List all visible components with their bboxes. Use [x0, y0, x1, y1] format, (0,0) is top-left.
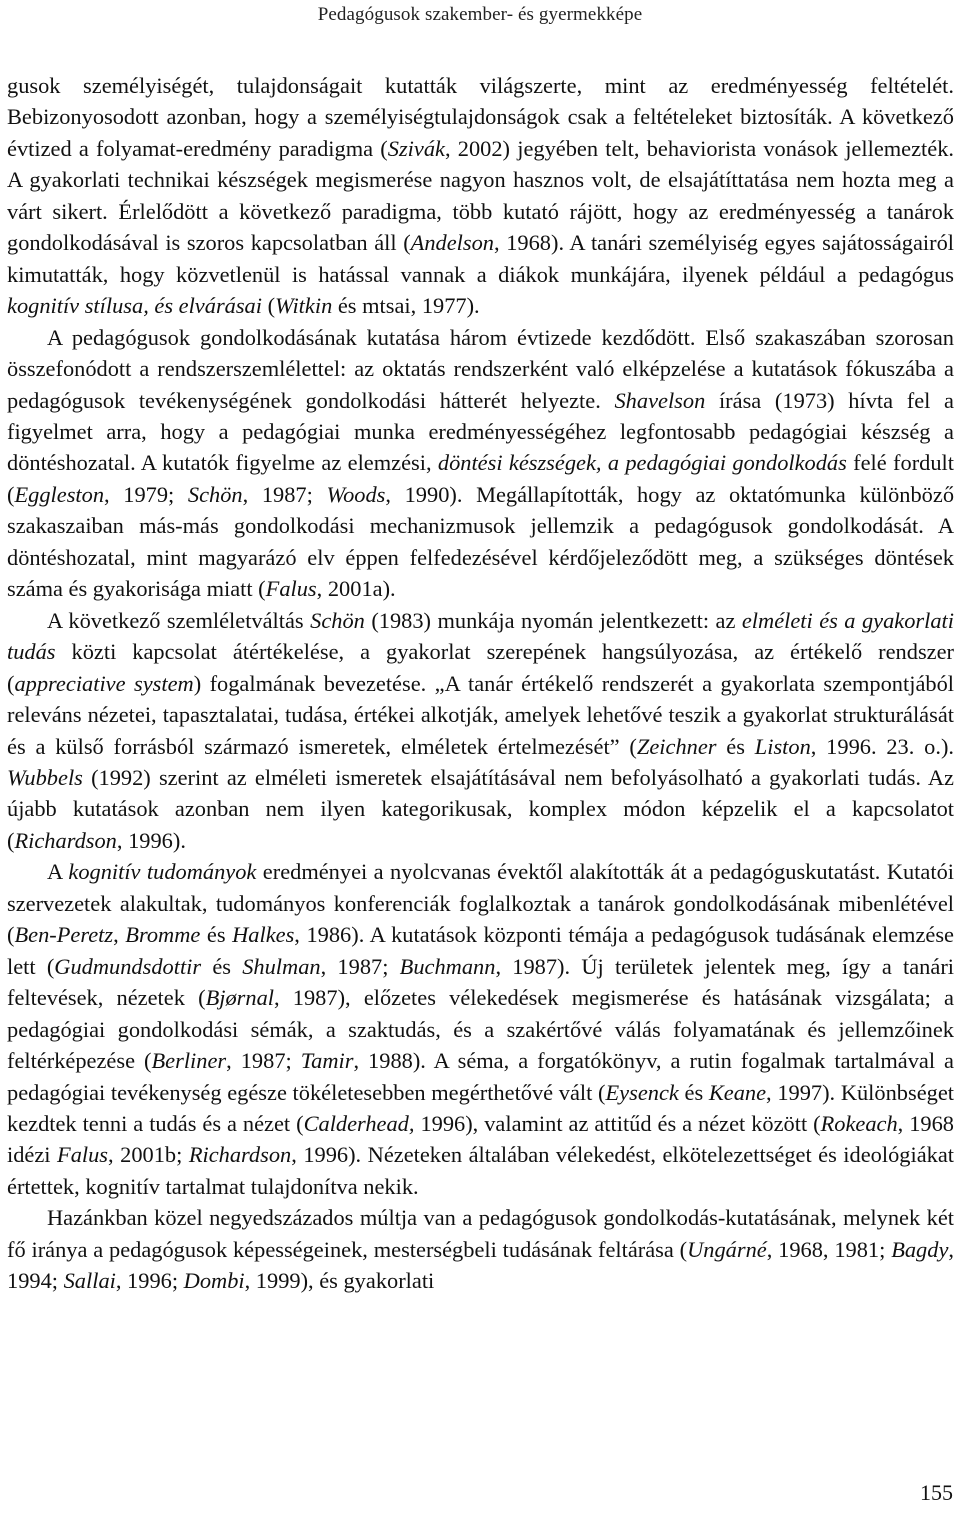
italic-run: Richardson	[14, 827, 117, 853]
text-run: , 1994;	[7, 1236, 954, 1294]
italic-run: elméleti és a gyakorlati tudás	[7, 607, 955, 665]
italic-run: Bromme	[125, 922, 201, 948]
italic-run: kognitív stílusa, és elvárásai	[7, 293, 262, 319]
text-run: , 1987), előzetes vélekedések megismerése és hatásának vizsgálata; a pedagógiai gondolkodási sémák, a szaktudás, és a szakértővé válás folyamatának és jellemzőinek feltérképezése (	[7, 985, 954, 1074]
italic-run: Witkin	[275, 293, 333, 319]
italic-run: Eggleston	[14, 481, 105, 507]
text-run: , 1986). A kutatások központi témája a pedagógusok tudásának elemzése lett (	[7, 922, 954, 979]
text-run: , 1987;	[320, 953, 400, 979]
italic-run: Keane	[708, 1079, 767, 1105]
text-run: A	[47, 859, 69, 885]
text-run: , 2001a).	[316, 576, 396, 602]
italic-run: Woods	[326, 481, 386, 507]
paragraph	[7, 1202, 954, 1296]
text-run: , 1968 idézi	[7, 1110, 955, 1168]
text-run: 1996), valamint az attitűd és a nézet között (	[414, 1110, 821, 1136]
page-number: 155	[920, 1480, 953, 1505]
italic-run: döntési készségek, a pedagógiai gondolkodás	[437, 450, 847, 476]
running-header: Pedagógusok szakember- és gyermekképe	[317, 4, 643, 25]
italic-run: Shavelson	[614, 387, 706, 413]
text-run: , 1996).	[116, 827, 186, 853]
text-run: és	[678, 1079, 709, 1105]
text-run: , 1988). A séma, a forgatókönyv, a rutin fogalmak tartalmával a pedagógiai tevékenység egésze tökéletesebben megérthetővé vált (	[7, 1048, 954, 1105]
text-run: eredményei a nyolcvanas évektől alakították át a pedagóguskutatást. Kutatói szervezetek alakultak, tudományos konferenciák foglalkoztak a tanárok gondolkodásának mibenlétével (	[7, 859, 954, 948]
italic-run: Bjørnal	[205, 985, 274, 1011]
italic-run: Zeichner	[636, 733, 717, 759]
italic-run: Ungárné	[687, 1236, 767, 1262]
italic-run: Tamir	[300, 1048, 354, 1074]
italic-run: Schön	[310, 607, 365, 633]
text-run: (1983) munkája nyomán jelentkezett: az	[364, 607, 742, 633]
text-run: , 2002) jegyében telt, behaviorista vonások jellemezték. A gyakorlati technikai készségek megismerése nagyon hasznos volt, de elsajátíttatása nem hozta meg a várt sikert. Érlelődött a következő paradigma, több kutató rájött, hogy az eredményesség a tanárok gondolkodásával is szoros kapcsolatban áll (	[7, 135, 954, 256]
text-run: , 1997). Különbséget kezdtek tenni a tudás és a nézet (	[7, 1079, 954, 1136]
italic-run: Halkes	[232, 922, 295, 948]
paragraph	[7, 856, 954, 1202]
italic-run: kognitív tudományok	[68, 859, 257, 885]
text-run: (	[261, 293, 276, 319]
text-run: gusok személyiségét, tulajdonságait kutatták világszerte, mint az eredményesség feltételét. Bebizonyosodott azonban, hogy a személyiségtulajdonságok csak a feltételeket biztosíták. A következő évtized a folyamat-eredmény paradigma (	[7, 73, 954, 161]
text-run: A pedagógusok gondolkodásának kutatása három évtizede kezdődött. Első szakaszában szorosan összefonódott a rendszerszemlélettel: az oktatás rendszerként való elképzelése a kutatások fókuszába a pedagógusok tevékenységének gondolkodási hátterét helyezte.	[7, 324, 954, 413]
paragraph	[7, 70, 954, 322]
text-run: , 1996;	[115, 1268, 184, 1294]
text-run: , 1987;	[242, 481, 327, 507]
italic-run: Sallai	[63, 1268, 116, 1294]
text-run: , 1996. 23. o.).	[810, 733, 955, 759]
italic-run: Calderhead,	[303, 1110, 415, 1136]
italic-run: Liston	[754, 733, 811, 759]
text-run: , 1996). Nézeteken általában vélekedést, elkötelezettséget és ideológiákat értettek, kognitív tartalmat tulajdonítva nekik.	[7, 1142, 954, 1199]
text-run: , 1968, 1981;	[766, 1236, 892, 1262]
italic-run: Gudmundsdottir	[54, 953, 202, 979]
italic-run: appreciative system	[14, 670, 194, 696]
paragraph	[7, 322, 954, 605]
text-run: , 1979;	[104, 481, 188, 507]
body-text	[7, 70, 954, 1297]
text-run: , 1987;	[226, 1048, 301, 1074]
text-run: , 1968). A tanári személyiség egyes sajátosságairól kimutatták, hogy közvetlenül is hatással vannak a diákok munkájára, ilyenek például a pedagógus	[7, 230, 954, 287]
text-run: , 1987). Új területek jelentek meg, így a tanári feltevések, nézetek (	[7, 953, 954, 1011]
text-run: ) fogalmának bevezetése. „A tanár értékelő rendszerét a gyakorlata szempontjából releváns nézetei, tapasztalatai, tudása, értékei alkotják, amelyek lehetővé teszik a gyakorlat strukturálását és a külső forrásból származó ismeretek, elméletek értelmezését” (	[7, 670, 954, 759]
text-run: , 1999), és gyakorlati	[244, 1268, 435, 1294]
text-run: közti kapcsolat átértékelése, a gyakorlat szerepének hangsúlyozása, az értékelő rendszer (	[7, 639, 954, 696]
italic-run: Buchmann	[399, 953, 496, 979]
text-run: Hazánkban közel negyedszázados múltja van a pedagógusok gondolkodás-kutatásának, melynek két fő iránya a pedagógusok képességeinek, mesterségbeli tudásának feltárása (	[7, 1205, 954, 1262]
italic-run: Falus	[265, 576, 317, 602]
text-run: A következő szemléletváltás	[47, 607, 311, 633]
text-run: (1992) szerint az elméleti ismeretek elsajátításával nem befolyásolható a gyakorlati tudás. Az újabb kutatások azonban nem ilyen kategorikusak, komplex módon képzelik el a kapcsolatot (	[7, 764, 954, 853]
italic-run: Szivák	[387, 135, 445, 161]
italic-run: Schön	[187, 481, 243, 507]
italic-run: Berliner	[151, 1048, 227, 1074]
italic-run: Eysenck	[605, 1079, 679, 1105]
paragraph	[7, 605, 954, 857]
italic-run: Ben-Peretz	[14, 922, 114, 948]
text-run: , 1990). Megállapították, hogy az oktatómunka különböző szakaszaiban más-más gondolkodási mechanizmusok jellemzik a pedagógusok gondolkodását. A döntéshozatal, mint magyarázó elv éppen felfedezésével kérdőjeleződött meg, a szükséges döntések száma és gyakorisága miatt (	[7, 481, 955, 602]
text-run: ,	[113, 922, 126, 948]
text-run: felé fordult (	[7, 450, 954, 507]
italic-run: Rokeach	[820, 1110, 898, 1136]
text-run: és	[201, 953, 243, 979]
italic-run: Andelson	[410, 230, 494, 256]
italic-run: Falus	[57, 1142, 109, 1168]
text-run: írása (1973) hívta fel a figyelmet arra, hogy a pedagógiai munka eredményességéhez legfontosabb pedagógiai készség a döntéshozatal. A kutatók figyelme az elemzési,	[7, 387, 954, 476]
text-run: , 2001b;	[108, 1142, 189, 1168]
italic-run: Dombi	[183, 1268, 245, 1294]
text-run: és	[200, 922, 233, 948]
italic-run: Shulman	[242, 953, 321, 979]
italic-run: Bagdy	[891, 1236, 949, 1262]
text-run: és mtsai, 1977).	[332, 293, 480, 319]
text-run: és	[716, 733, 755, 759]
italic-run: Wubbels	[7, 764, 83, 790]
italic-run: Richardson	[188, 1142, 292, 1168]
